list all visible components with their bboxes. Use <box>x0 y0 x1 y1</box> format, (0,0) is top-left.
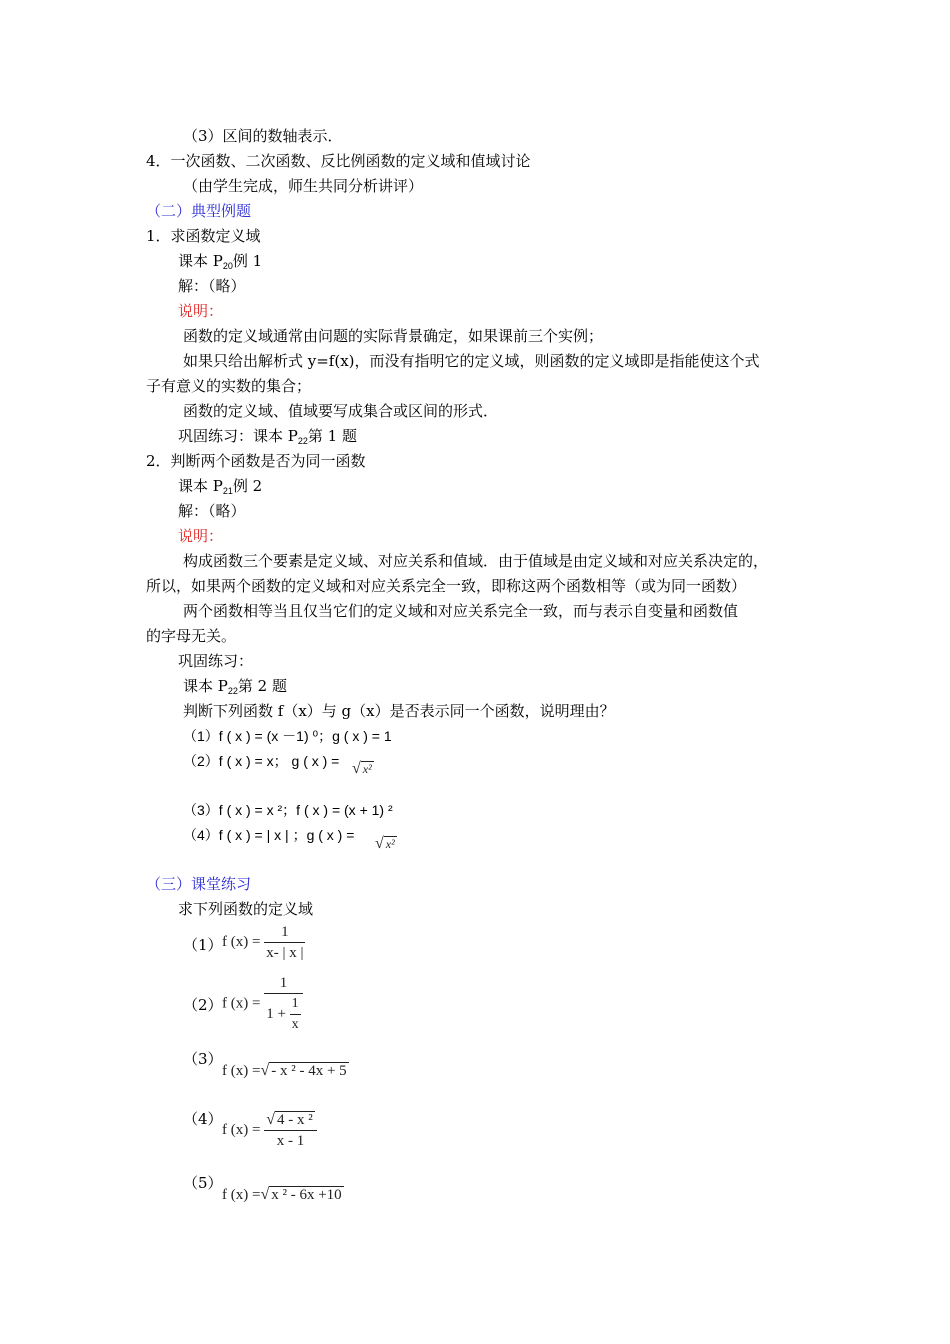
text-line: 巩固练习： <box>178 652 254 670</box>
text-line: （3）区间的数轴表示． <box>183 127 343 145</box>
formula-1: f (x) = $\frac{1}{x- | x |}$ <box>222 924 304 961</box>
formula-2: f (x) = 1 1 + $\frac{1}{x}$ <box>222 973 303 1035</box>
formula-4: f (x) = $\frac{\text{√ 4 - x ²}}{x - 1}$ <box>222 1110 317 1151</box>
sqrt-expression: √ x² <box>375 835 395 852</box>
text-line: 解：（略） <box>178 277 246 295</box>
question-item: （3）f ( x ) = x ²；f ( x ) = (x + 1) ² <box>183 802 393 818</box>
text-line: 子有意义的实数的集合； <box>146 377 312 395</box>
text-line: 判断下列函数 f（x）与 g（x）是否表示同一个函数，说明理由？ <box>183 702 615 720</box>
text-line: 两个函数相等当且仅当它们的定义域和对应关系完全一致，而与表示自变量和函数值 <box>183 602 739 620</box>
text-line: 的字母无关。 <box>146 627 237 645</box>
question-item: （1）f ( x ) = (x －1) ⁰；g ( x ) = 1 <box>183 728 392 744</box>
text-line: 课本 $P_{22}$第 2 题 <box>183 677 287 696</box>
text-line: 函数的定义域、值域要写成集合或区间的形式． <box>183 402 499 420</box>
problem-label: （1） <box>183 936 223 954</box>
text-line: 课本 $P_{20}$例 1 <box>178 252 263 271</box>
formula-3: f (x) =√ - x ² - 4x + 5 <box>222 1062 347 1079</box>
text-line: 巩固练习：课本 $P_{22}$第 1 题 <box>178 427 357 446</box>
text-line: 课本 $P_{21}$例 2 <box>178 477 263 496</box>
text-line: 函数的定义域通常由问题的实际背景确定，如果课前三个实例； <box>183 327 604 345</box>
problem-label: （5） <box>183 1174 223 1192</box>
note-label: 说明： <box>178 302 224 320</box>
section-heading: （二）典型例题 <box>146 202 252 220</box>
text-line: 构成函数三个要素是定义域、对应关系和值域．由于值域是由定义域和对应关系决定的， <box>183 552 769 570</box>
text-line: 4．一次函数、二次函数、反比例函数的定义域和值域讨论 <box>146 152 531 170</box>
text-line: 如果只给出解析式 y=f(x)，而没有指明它的定义域，则函数的定义域即是指能使这个式 <box>183 352 760 370</box>
sqrt-expression: √ x² <box>352 760 372 777</box>
section-heading: （三）课堂练习 <box>146 875 252 893</box>
note-label: 说明： <box>178 527 224 545</box>
text-line: （由学生完成，师生共同分析讲评） <box>183 177 424 195</box>
text-line: 求下列函数的定义域 <box>178 900 314 918</box>
text-line: 所以，如果两个函数的定义域和对应关系完全一致，即称这两个函数相等（或为同一函数） <box>146 577 747 595</box>
problem-label: （3） <box>183 1050 223 1068</box>
question-item: （4）f ( x ) = | x | ；g ( x ) = <box>183 827 355 843</box>
formula-5: f (x) =√ x ² - 6x +10 <box>222 1186 342 1203</box>
problem-label: （4） <box>183 1110 223 1128</box>
text-line: 1．求函数定义域 <box>146 227 261 245</box>
text-line: 解：（略） <box>178 502 246 520</box>
text-line: 2．判断两个函数是否为同一函数 <box>146 452 366 470</box>
problem-label: （2） <box>183 996 223 1014</box>
question-item: （2）f ( x ) = x； g ( x ) = <box>183 753 340 769</box>
